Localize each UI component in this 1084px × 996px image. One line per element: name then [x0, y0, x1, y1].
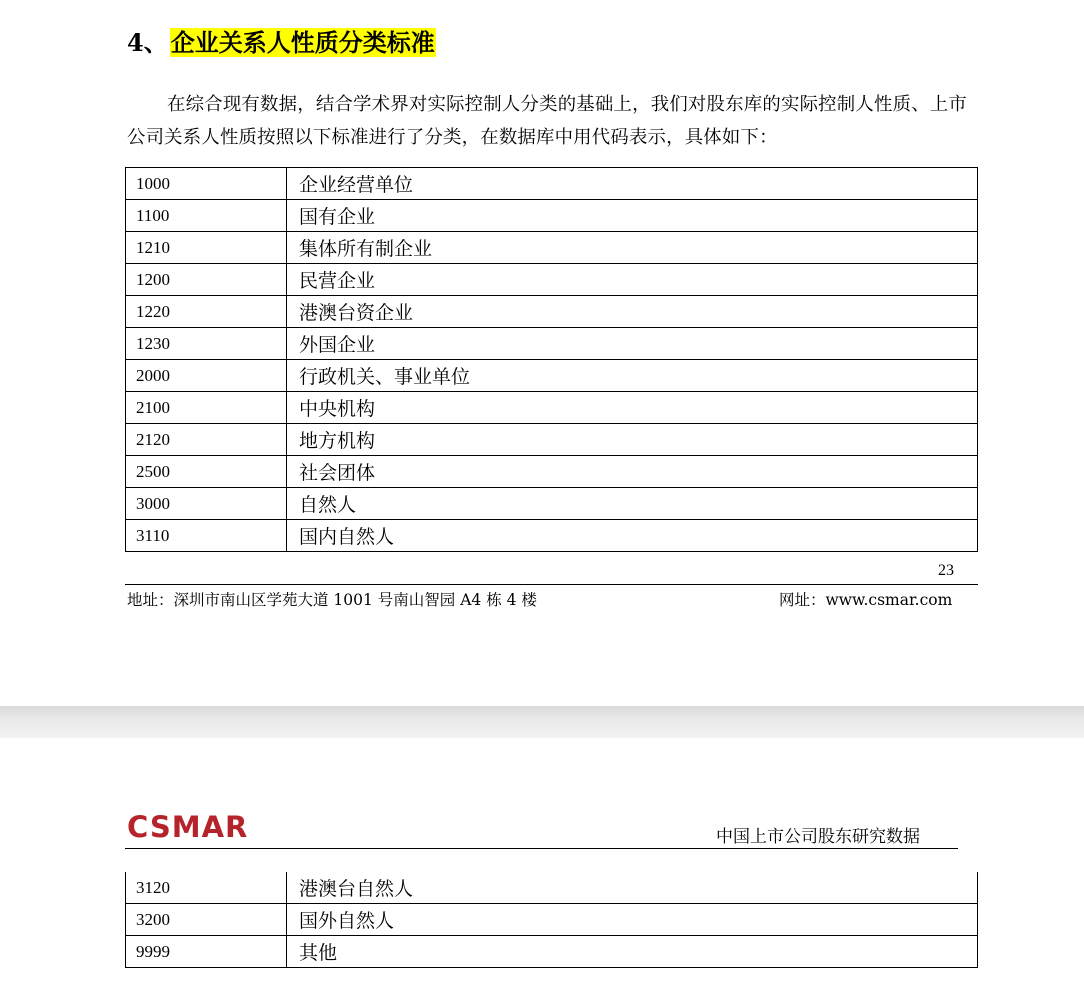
table-row: [126, 488, 978, 520]
classification-table: [125, 167, 978, 552]
table-row: [126, 936, 978, 968]
footer-divider: [125, 584, 978, 585]
section-heading: [127, 26, 436, 60]
label-cell: 国有企业: [287, 200, 978, 232]
code-cell: 1230: [126, 328, 287, 360]
table-row: [126, 200, 978, 232]
section-title: 企业关系人性质分类标准: [170, 28, 435, 57]
table-row: [126, 392, 978, 424]
label-cell: 国外自然人: [287, 904, 978, 936]
code-cell: 2120: [126, 424, 287, 456]
section-number: 4、: [127, 28, 168, 57]
label-cell: 国内自然人: [287, 520, 978, 552]
page-number: 23: [938, 562, 954, 579]
intro-paragraph: 在综合现有数据，结合学术界对实际控制人分类的基础上，我们对股东库的实际控制人性质、上市公司关系人性质按照以下标准进行了分类，在数据库中用代码表示，具体如下：: [127, 94, 967, 148]
code-cell: 1220: [126, 296, 287, 328]
csmar-logo: CSMAR: [127, 810, 249, 844]
page-separator: [0, 706, 1084, 738]
label-cell: 外国企业: [287, 328, 978, 360]
label-cell: 行政机关、事业单位: [287, 360, 978, 392]
footer-website: 网址：www.csmar.com: [779, 591, 953, 609]
code-cell: 1200: [126, 264, 287, 296]
label-cell: 企业经营单位: [287, 168, 978, 200]
label-cell: 港澳台资企业: [287, 296, 978, 328]
code-cell: 2100: [126, 392, 287, 424]
table-row: [126, 904, 978, 936]
header-divider: [125, 848, 958, 849]
table-row: [126, 232, 978, 264]
code-cell: 3000: [126, 488, 287, 520]
code-cell: 2000: [126, 360, 287, 392]
code-cell: 1000: [126, 168, 287, 200]
code-cell: 1210: [126, 232, 287, 264]
code-cell: 3110: [126, 520, 287, 552]
code-cell: 3200: [126, 904, 287, 936]
table-row: [126, 264, 978, 296]
table-row: [126, 456, 978, 488]
label-cell: 民营企业: [287, 264, 978, 296]
label-cell: 其他: [287, 936, 978, 968]
table-row: [126, 168, 978, 200]
table-row: [126, 328, 978, 360]
table-row: [126, 520, 978, 552]
code-cell: 9999: [126, 936, 287, 968]
footer-address: 地址：深圳市南山区学苑大道 1001 号南山智园 A4 栋 4 楼: [127, 591, 537, 609]
label-cell: 集体所有制企业: [287, 232, 978, 264]
table-row: [126, 360, 978, 392]
header-title: 中国上市公司股东研究数据: [716, 827, 920, 847]
code-cell: 3120: [126, 872, 287, 904]
classification-table-continued: [125, 872, 978, 968]
label-cell: 港澳台自然人: [287, 872, 978, 904]
table-row: [126, 424, 978, 456]
table-row: [126, 872, 978, 904]
label-cell: 中央机构: [287, 392, 978, 424]
code-cell: 2500: [126, 456, 287, 488]
code-cell: 1100: [126, 200, 287, 232]
label-cell: 地方机构: [287, 424, 978, 456]
label-cell: 自然人: [287, 488, 978, 520]
table-row: [126, 296, 978, 328]
label-cell: 社会团体: [287, 456, 978, 488]
